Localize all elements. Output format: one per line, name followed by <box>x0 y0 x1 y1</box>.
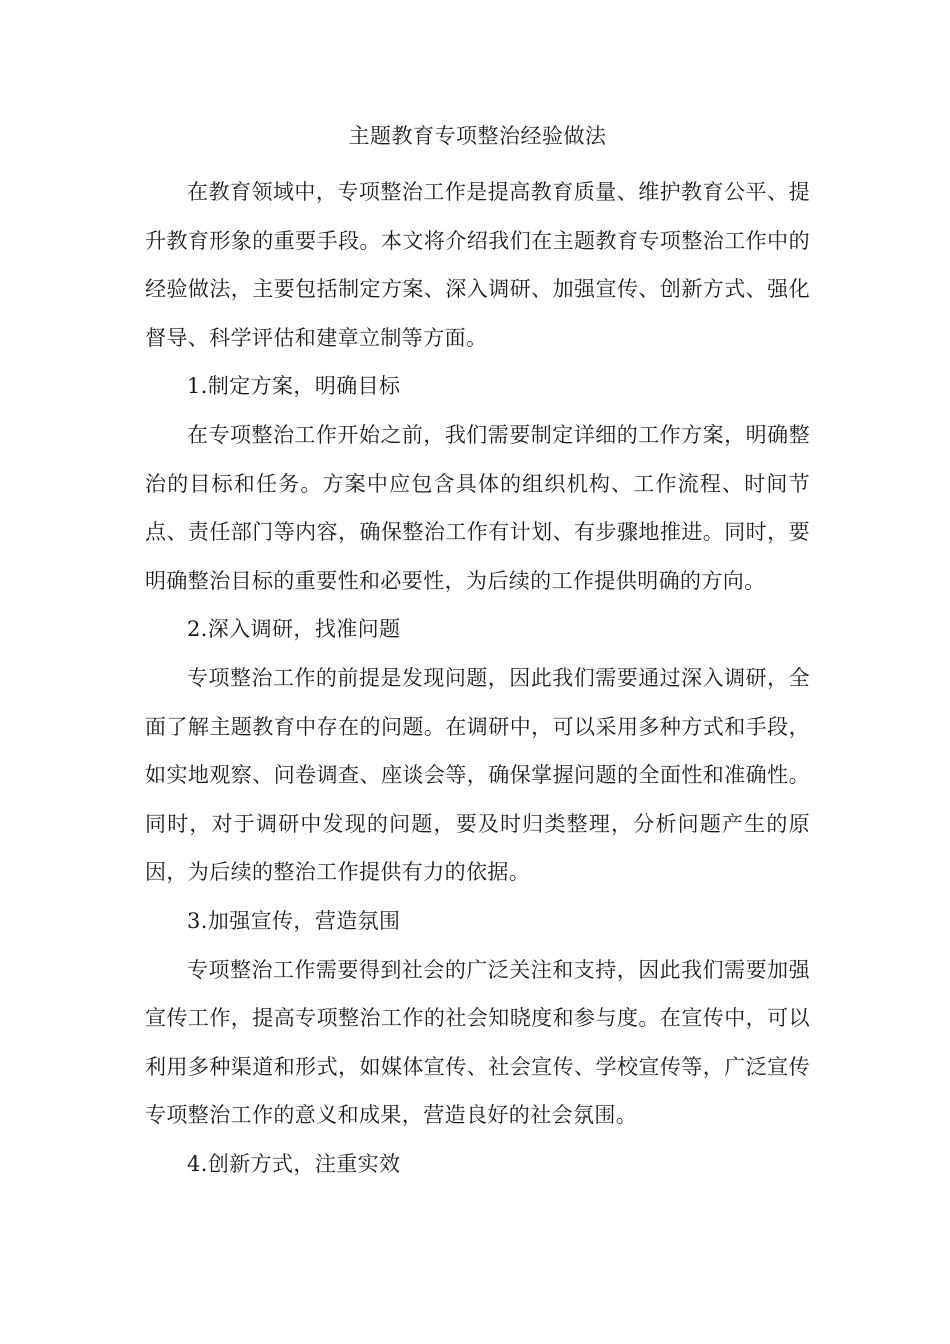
section-heading-3: 3.加强宣传，营造氛围 <box>187 908 401 933</box>
document-content <box>145 118 810 1188</box>
section-body-1: 在专项整治工作开始之前，我们需要制定详细的工作方案，明确整治的目标和任务。方案中应包含具体的组织机构、工作流程、时间节点、责任部门等内容，确保整治工作有计划、有步骤地推进。同时，要明确整治目标的重要性和必要性，为后续的工作提供明确的方向。 <box>145 422 810 593</box>
document-title: 主题教育专项整治经验做法 <box>348 124 607 148</box>
section-heading-2: 2.深入调研，找准问题 <box>187 617 401 642</box>
section-heading-4: 4.创新方式，注重实效 <box>187 1151 401 1176</box>
section-heading-1: 1.制定方案，明确目标 <box>187 374 401 399</box>
intro-paragraph: 在教育领域中，专项整治工作是提高教育质量、维护教育公平、提升教育形象的重要手段。本文将介绍我们在主题教育专项整治工作中的经验做法，主要包括制定方案、深入调研、加强宣传、创新方式、强化督导、科学评估和建章立制等方面。 <box>145 180 810 350</box>
section-body-3: 专项整治工作需要得到社会的广泛关注和支持，因此我们需要加强宣传工作，提高专项整治工作的社会知晓度和参与度。在宣传中，可以利用多种渠道和形式，如媒体宣传、社会宣传、学校宣传等，广泛宣传专项整治工作的意义和成果，营造良好的社会氛围。 <box>145 957 810 1128</box>
section-body-2: 专项整治工作的前提是发现问题，因此我们需要通过深入调研，全面了解主题教育中存在的问题。在调研中，可以采用多种方式和手段，如实地观察、问卷调查、座谈会等，确保掌握问题的全面性和准确性。同时，对于调研中发现的问题，要及时归类整理，分析问题产生的原因，为后续的整治工作提供有力的依据。 <box>145 665 810 885</box>
